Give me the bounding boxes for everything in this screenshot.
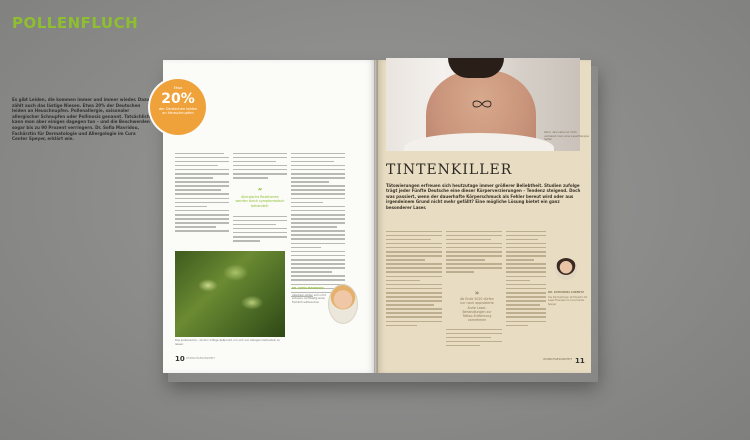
- left-expert-text: Allergiker sollten sich nicht scheuen, rechtzeitig einen Facharzt aufzusuchen: [292, 294, 326, 304]
- leaves-photo: [175, 251, 285, 337]
- left-expert-avatar: [328, 284, 358, 324]
- right-body-column-1: [386, 228, 442, 353]
- right-page-footer: WUNSCHGESUNDHEIT: [543, 358, 572, 361]
- right-body-column-2b: [446, 326, 502, 353]
- right-body-column-2: [446, 228, 502, 286]
- statistic-badge: [150, 79, 206, 135]
- right-pull-quote: » Ab Ende 2020 dürfen nur noch approbierte Ärzte Laser-Behandlungen zur Tattoo-Entfernung vornehmen: [460, 289, 494, 323]
- magazine-spine: [374, 60, 378, 373]
- left-body-column-1: [175, 150, 229, 248]
- right-expert-text: Die Dermatologin ist Expertin für Laser-Therapie im Cura Center Speyer: [548, 296, 588, 306]
- left-body-column-2b: [233, 213, 287, 249]
- badge-top-text: Etwa: [173, 86, 183, 90]
- left-image-caption: Das pollenreiche – ist der richtige Zeitpunkt, um sich von Allergien behandeln zu lassen: [175, 339, 280, 346]
- left-expert-box: [292, 282, 358, 332]
- badge-percent: 20%: [161, 90, 195, 107]
- left-page-footer: WUNSCHGESUNDHEIT: [186, 357, 215, 360]
- right-expert-name: DR. KATHARINA LORENTZ: [548, 291, 584, 294]
- right-page-number: 11: [575, 357, 585, 365]
- right-pull-quote-text: Ab Ende 2020 dürfen nur noch approbierte Ärzte Laser-Behandlungen zur Tattoo-Entfernung vornehmen: [460, 297, 494, 323]
- infinity-tattoo-icon: [471, 100, 493, 108]
- right-photo-caption: Wenn das Liebe zur Tinte verblasst, kann eine Lasertherapie helfen: [544, 131, 589, 141]
- right-body-column-3: [506, 228, 546, 353]
- badge-bottom-text: der Deutschen leiden an Heuschnupfen: [158, 106, 198, 115]
- right-page-title: TINTENKILLER: [386, 162, 513, 178]
- left-page-lead: Es gibt Leiden, die kommen immer und immer wieder. Dazu zählt auch das lästige Niesen. Etwa 20% der Deutschen leiden an Heuschnupfen. Pollenallergie, saisonaler allergischer Schnupfen oder Pollinosis genannt. Tatsächlich kann man aber einiges dagegen tun – und die Beschwerden sogar bis zu 90 Prozent verringern. Dr. Sofia Mavridou, Fachärztin für Dermatologie und Allergologie im Cura Center Speyer, erklärt wie.: [12, 97, 150, 142]
- left-page-title: POLLENFLUCH: [12, 14, 139, 32]
- right-page-lead: Tätowierungen erfreuen sich heutzutage immer größerer Beliebtheit. Studien zufolge trägt jeder Fünfte Deutsche eine dieser Körperverzierungen – Tendenz steigend. Doch was passiert, wenn der dauerhafte Körperschmuck als Fehler bereut wird oder aus irgendeinem Grund nicht mehr gefällt? Eine mögliche Lösung bietet ein ganz besonderer Laser.: [386, 183, 581, 210]
- left-pull-quote-text: Allergische Reaktionen werden durch symptomatisch behandelt.: [235, 195, 285, 208]
- left-expert-name: DR. SOFIA MAVRIDOU: [292, 287, 324, 290]
- left-pull-quote: “ Allergische Reaktionen werden durch symptomatisch behandelt.: [235, 187, 285, 208]
- right-expert-avatar: [555, 258, 577, 280]
- left-page-number: 10: [175, 355, 185, 363]
- left-body-column-2: [233, 150, 287, 185]
